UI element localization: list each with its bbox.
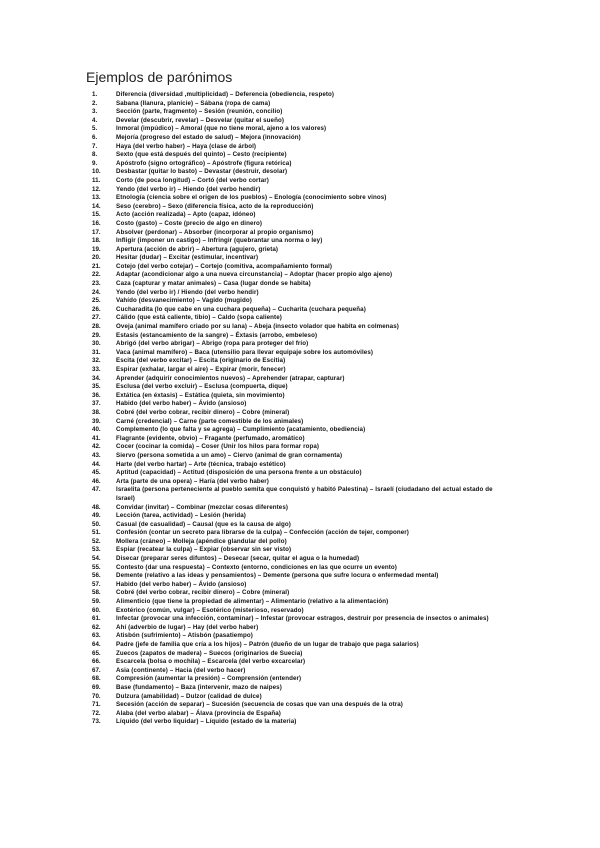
list-item-text: Hesitar (dudar) – Excitar (estimular, incentivar)	[116, 254, 259, 262]
list-item	[92, 280, 512, 289]
list-item-text: Estasis (estancamiento de la sangre) – Éxtasis (arrobo, embeleso)	[116, 331, 318, 339]
list-item-text: Asia (continente) – Hacia (del verbo hacer)	[116, 666, 246, 674]
list-item-number: 49.	[92, 512, 101, 520]
list-item-text: Siervo (persona sometida a un amo) – Ciervo (animal de gran cornamenta)	[116, 451, 343, 459]
list-item	[92, 177, 512, 186]
list-item-text: Cotejo (del verbo cotejar) – Cortejo (comitiva, acompañamiento formal)	[116, 262, 333, 270]
list-item	[92, 246, 512, 255]
list-item-number: 1.	[92, 91, 98, 98]
list-item	[92, 160, 512, 169]
list-item-number: 51.	[92, 529, 101, 537]
list-item-text: Abrigó (del verbo abrigar) – Abrigo (ropa para proteger del frío)	[116, 340, 309, 348]
list-item-number: 42.	[92, 443, 101, 451]
list-item	[92, 220, 512, 229]
list-item-text: Cobré (del verbo cobrar, recibir dinero) – Cobre (mineral)	[116, 408, 290, 416]
list-item-text: Arta (parte de una opera) – Haría (del verbo haber)	[116, 477, 269, 485]
list-item-text: Cálido (que está caliente, tibio) – Caldo (sopa caliente)	[116, 314, 282, 322]
list-item	[92, 203, 512, 212]
list-item-number: 26.	[92, 305, 101, 313]
list-item	[92, 658, 512, 667]
list-item	[92, 641, 512, 650]
list-item-text: Develar (descubrir, revelar) – Desvelar (quitar el sueño)	[116, 116, 285, 124]
list-item-number: 15.	[92, 211, 101, 219]
list-item	[92, 538, 512, 547]
list-item	[92, 229, 512, 238]
list-item-number: 67.	[92, 666, 101, 674]
list-item-number: 39.	[92, 417, 101, 425]
list-item	[92, 409, 512, 418]
list-item-text: Corto (de poca longitud) – Cortó (del verbo cortar)	[116, 176, 269, 184]
list-item-text: Convidar (invitar) – Combinar (mezclar cosas diferentes)	[116, 503, 289, 511]
list-item-number: 71.	[92, 701, 101, 709]
list-item-text: Lección (tarea, actividad) – Lesión (herida)	[116, 512, 246, 520]
list-item-number: 54.	[92, 555, 101, 563]
list-item	[92, 297, 512, 306]
list-item-number: 30.	[92, 340, 101, 348]
list-item-text: Complemento (lo que falta y se agrega) – Cumplimiento (acatamiento, obediencia)	[116, 426, 366, 434]
list-item-number: 21.	[92, 262, 101, 270]
list-item	[92, 194, 512, 203]
list-item-text: Exotérico (común, vulgar) – Esotérico (misterioso, reservado)	[116, 606, 304, 614]
list-item-number: 44.	[92, 460, 101, 468]
list-item-text: Caza (capturar y matar animales) – Casa (lugar donde se habita)	[116, 280, 311, 288]
list-item	[92, 546, 512, 555]
list-item-text: Aprender (adquirir conocimientos nuevos) – Aprehender (atrapar, capturar)	[116, 374, 345, 382]
list-item	[92, 392, 512, 401]
list-item-text: Mollera (cráneo) – Molleja (apéndice glandular del pollo)	[116, 537, 287, 545]
list-item	[92, 323, 512, 332]
list-item-number: 45.	[92, 469, 101, 477]
list-item-text: Confesión (contar un secreto para librarse de la culpa) – Confección (acción de tejer, componer)	[116, 529, 409, 537]
list-item-text: Escarcela (bolsa o mochila) – Escarcela (del verbo excarcelar)	[116, 658, 306, 666]
list-item-text: Acto (acción realizada) – Apto (capaz, idóneo)	[116, 211, 256, 219]
list-item	[92, 684, 512, 693]
list-item	[92, 598, 512, 607]
list-item	[92, 375, 512, 384]
list-item	[92, 572, 512, 581]
document-title: Ejemplos de parónimos	[86, 69, 233, 85]
list-item-text: Flagrante (evidente, obvio) – Fragante (perfumado, aromático)	[116, 434, 305, 442]
list-item-text: Base (fundamento) – Baza (intervenir, mazo de naipes)	[116, 683, 282, 691]
list-item-text: Espiar (recatear la culpa) – Expiar (observar sin ser visto)	[116, 546, 292, 554]
list-item	[92, 555, 512, 564]
list-item-number: 18.	[92, 237, 101, 245]
list-item-number: 27.	[92, 314, 101, 322]
list-item-number: 37.	[92, 400, 101, 408]
paronym-list	[92, 91, 512, 727]
list-item-text: Yendo (del verbo ir) / Hiendo (del verbo hendir)	[116, 288, 259, 296]
list-item-number: 58.	[92, 589, 101, 597]
list-item-text: Contesto (dar una respuesta) – Contexto (entorno, condiciones en las que ocurre un evento)	[116, 563, 397, 571]
list-item-number: 60.	[92, 606, 101, 614]
list-item	[92, 366, 512, 375]
list-item	[92, 263, 512, 272]
list-item-text: Apertura (acción de abrir) – Abertura (agujero, grieta)	[116, 245, 279, 253]
list-item-number: 68.	[92, 675, 101, 683]
list-item-number: 9.	[92, 159, 98, 167]
list-item	[92, 400, 512, 409]
list-item-text: Costo (gasto) – Coste (precio de algo en dinero)	[116, 219, 263, 227]
list-item-number: 22.	[92, 271, 101, 279]
list-item-text: Dulzura (amabilidad) – Dulzor (calidad de dulce)	[116, 692, 262, 700]
list-item	[92, 168, 512, 177]
list-item	[92, 615, 512, 624]
list-item-text: Casual (de casualidad) – Causal (que es la causa de algo)	[116, 520, 291, 528]
list-item	[92, 512, 512, 521]
list-item-text: Habido (del verbo haber) – Ávido (ansioso)	[116, 580, 247, 588]
list-item-text: Adaptar (acondicionar algo a una nueva circunstancia) – Adoptar (hacer propio algo ajeno)	[116, 271, 393, 279]
list-item	[92, 461, 512, 470]
list-item-text: Infligir (imponer un castigo) – Infringir (quebrantar una norma o ley)	[116, 237, 323, 245]
list-item-number: 8.	[92, 151, 98, 159]
list-item-text: Escita (del verbo excitar) – Escita (originario de Escitia)	[116, 357, 286, 365]
list-item	[92, 435, 512, 444]
list-item-text: Vaca (animal mamífero) – Baca (utensilio para llevar equipaje sobre los automóviles)	[116, 348, 374, 356]
list-item-number: 56.	[92, 572, 101, 580]
list-item-text: Mejoría (progreso del estado de salud) – Mejora (innovación)	[116, 133, 301, 141]
list-item	[92, 469, 512, 478]
list-item-text: Haya (del verbo haber) – Haya (clase de árbol)	[116, 142, 257, 150]
list-item-number: 7.	[92, 142, 98, 150]
list-item-number: 24.	[92, 288, 101, 296]
list-item	[92, 675, 512, 684]
list-item	[92, 314, 512, 323]
list-item-number: 12.	[92, 185, 101, 193]
list-item-number: 64.	[92, 641, 101, 648]
list-item-number: 72.	[92, 709, 101, 717]
list-item-number: 19.	[92, 245, 101, 253]
list-item	[92, 237, 512, 246]
list-item-text: Espirar (exhalar, largar el aire) – Expirar (morir, fenecer)	[116, 366, 286, 373]
list-item-text: Zuecos (zapatos de madera) – Suecos (originarios de Suecia)	[116, 649, 303, 657]
list-item-number: 36.	[92, 391, 101, 399]
list-item-text: Demente (relativo a las ideas y pensamientos) – Demente (persona que sufre locura o enfermedad mental)	[116, 572, 439, 580]
list-item-number: 46.	[92, 477, 101, 485]
list-item-text: Extática (en éxtasis) – Estática (quieta, sin movimiento)	[116, 391, 285, 399]
list-item-number: 33.	[92, 366, 101, 373]
list-item-number: 16.	[92, 219, 101, 227]
list-item-text: Atisbón (sufrimiento) – Atisbón (pasatiempo)	[116, 632, 253, 640]
list-item-text: Sexto (que está después del quinto) – Cesto (recipiente)	[116, 151, 287, 159]
list-item	[92, 254, 512, 263]
list-item-number: 2.	[92, 99, 98, 107]
list-item-text: Oveja (animal mamífero criado por su lana) – Abeja (insecto volador que habita en colmenas)	[116, 323, 399, 331]
list-item-text: Desbastar (quitar lo basto) – Devastar (destruir, desolar)	[116, 168, 288, 176]
list-item	[92, 271, 512, 280]
list-item-text: Israelita (persona perteneciente al pueblo semita que conquistó y habitó Palestina) – Israelí (ciudadano del actual estado de Israel)	[116, 486, 493, 502]
list-item	[92, 134, 512, 143]
list-item	[92, 211, 512, 220]
list-item	[92, 100, 512, 109]
list-item-text: Disecar (preparar seres difuntos) – Desecar (secar, quitar el agua o la humedad)	[116, 555, 360, 563]
list-item-text: Habido (del verbo haber) – Ávido (ansioso)	[116, 400, 247, 408]
list-item	[92, 186, 512, 195]
list-item-number: 11.	[92, 176, 101, 184]
list-item-text: Aptitud (capacidad) – Actitud (disposición de una persona frente a un obstáculo)	[116, 469, 362, 477]
list-item-number: 70.	[92, 692, 101, 700]
list-item	[92, 91, 512, 100]
list-item-number: 5.	[92, 125, 98, 133]
list-item	[92, 529, 512, 538]
list-item	[92, 117, 512, 126]
list-item	[92, 581, 512, 590]
list-item	[92, 478, 512, 487]
list-item	[92, 426, 512, 435]
list-item-text: Etnología (ciencia sobre el origen de los pueblos) – Enología (conocimiento sobre vinos)	[116, 194, 387, 202]
list-item	[92, 632, 512, 641]
list-item	[92, 564, 512, 573]
list-item	[92, 486, 512, 503]
list-item-number: 31.	[92, 348, 101, 356]
list-item-number: 6.	[92, 133, 98, 141]
list-item-number: 63.	[92, 632, 101, 640]
list-item	[92, 521, 512, 530]
list-item-number: 61.	[92, 615, 101, 623]
list-item-text: Sección (parte, fragmento) – Sesión (reunión, concilio)	[116, 108, 283, 116]
list-item-text: Cobré (del verbo cobrar, recibir dinero) – Cobre (mineral)	[116, 589, 290, 597]
list-item-text: Infectar (provocar una infección, contaminar) – Infestar (provocar estragos, destruir por presencia de insectos o animales)	[116, 615, 489, 623]
list-item	[92, 306, 512, 315]
list-item-number: 57.	[92, 580, 101, 588]
list-item-text: Alaba (del verbo alabar) – Álava (provincia de España)	[116, 709, 281, 717]
list-item	[92, 443, 512, 452]
list-item	[92, 125, 512, 134]
list-item	[92, 718, 512, 727]
list-item	[92, 151, 512, 160]
list-item-text: Harte (del verbo hartar) – Arte (técnica, trabajo estético)	[116, 460, 286, 468]
list-item-text: Seso (cerebro) – Sexo (diferencia física, acto de la reproducción)	[116, 202, 314, 210]
list-item-text: Secesión (acción de separar) – Sucesión (secuencia de cosas que van una después de la otra)	[116, 701, 403, 709]
list-item-number: 34.	[92, 374, 101, 382]
list-item-text: Padre (jefe de familia que cría a los hijos) – Patrón (dueño de un lugar de trabajo que paga salarios)	[116, 641, 419, 648]
list-item-text: Líquido (del verbo liquidar) – Líquido (estado de la materia)	[116, 718, 297, 726]
list-item-text: Yendo (del verbo ir) – Hiendo (del verbo hendir)	[116, 185, 261, 193]
list-item-number: 65.	[92, 649, 101, 657]
list-item-text: Ahí (adverbio de lugar) – Hay (del verbo haber)	[116, 623, 259, 631]
list-item-number: 20.	[92, 254, 101, 262]
list-item-text: Carné (credencial) – Carne (parte comestible de los animales)	[116, 417, 304, 425]
list-item-number: 47.	[92, 486, 101, 494]
list-item	[92, 143, 512, 152]
list-item-text: Absolver (perdonar) – Absorber (incorporar al propio organismo)	[116, 228, 314, 236]
list-item	[92, 332, 512, 341]
list-item-number: 55.	[92, 563, 101, 571]
list-item-text: Vahído (desvanecimiento) – Vagido (mugido)	[116, 297, 252, 305]
list-item-text: Cocer (cocinar la comida) – Coser (Unir los hilos para formar ropa)	[116, 443, 320, 451]
list-item-number: 25.	[92, 297, 101, 305]
list-item-number: 53.	[92, 546, 101, 554]
list-item-number: 66.	[92, 658, 101, 666]
list-item-text: Cucharadita (lo que cabe en una cuchara pequeña) – Cucharita (cuchara pequeña)	[116, 305, 366, 313]
list-item-number: 13.	[92, 194, 101, 202]
list-item	[92, 357, 512, 366]
list-item-number: 38.	[92, 408, 101, 416]
list-item-number: 23.	[92, 280, 101, 288]
list-item-number: 4.	[92, 116, 98, 124]
list-item	[92, 340, 512, 349]
list-item	[92, 418, 512, 427]
list-item-text: Diferencia (diversidad ,multiplicidad) – Deferencia (obediencia, respeto)	[116, 91, 335, 98]
list-item-number: 73.	[92, 718, 101, 726]
list-item	[92, 289, 512, 298]
list-item	[92, 108, 512, 117]
list-item-text: Apóstrofo (signo ortográfico) – Apóstrofe (figura retórica)	[116, 159, 292, 167]
list-item-text: Esclusa (del verbo excluir) – Esclusa (compuerta, dique)	[116, 383, 288, 391]
list-item	[92, 650, 512, 659]
list-item-number: 43.	[92, 451, 101, 459]
list-item	[92, 624, 512, 633]
list-item	[92, 452, 512, 461]
list-item-number: 32.	[92, 357, 101, 365]
list-item-number: 48.	[92, 503, 101, 511]
list-item-number: 52.	[92, 537, 101, 545]
list-item-number: 28.	[92, 323, 101, 331]
list-item-number: 29.	[92, 331, 101, 339]
list-item-number: 17.	[92, 228, 101, 236]
list-item-number: 3.	[92, 108, 98, 116]
list-item-number: 40.	[92, 426, 101, 434]
list-item-number: 62.	[92, 623, 101, 631]
list-item	[92, 667, 512, 676]
list-item	[92, 349, 512, 358]
list-item-text: Compresión (aumentar la presión) – Comprensión (entender)	[116, 675, 302, 683]
list-item	[92, 710, 512, 719]
list-item-text: Sabana (llanura, planicie) – Sábana (ropa de cama)	[116, 99, 271, 107]
list-item	[92, 383, 512, 392]
list-item-number: 59.	[92, 598, 101, 606]
list-item	[92, 607, 512, 616]
list-item-text: Alimenticio (que tiene la propiedad de alimentar) – Alimentario (relativo a la alimentación)	[116, 598, 389, 606]
list-item-number: 50.	[92, 520, 101, 528]
list-item-number: 69.	[92, 683, 101, 691]
list-item	[92, 504, 512, 513]
list-item-number: 10.	[92, 168, 101, 176]
list-item-number: 14.	[92, 202, 101, 210]
list-item-number: 41.	[92, 434, 101, 442]
list-item-text: Inmoral (impúdico) – Amoral (que no tiene moral, ajeno a los valores)	[116, 125, 327, 133]
list-item-number: 35.	[92, 383, 101, 391]
list-item	[92, 693, 512, 702]
list-item	[92, 701, 512, 710]
list-item	[92, 589, 512, 598]
